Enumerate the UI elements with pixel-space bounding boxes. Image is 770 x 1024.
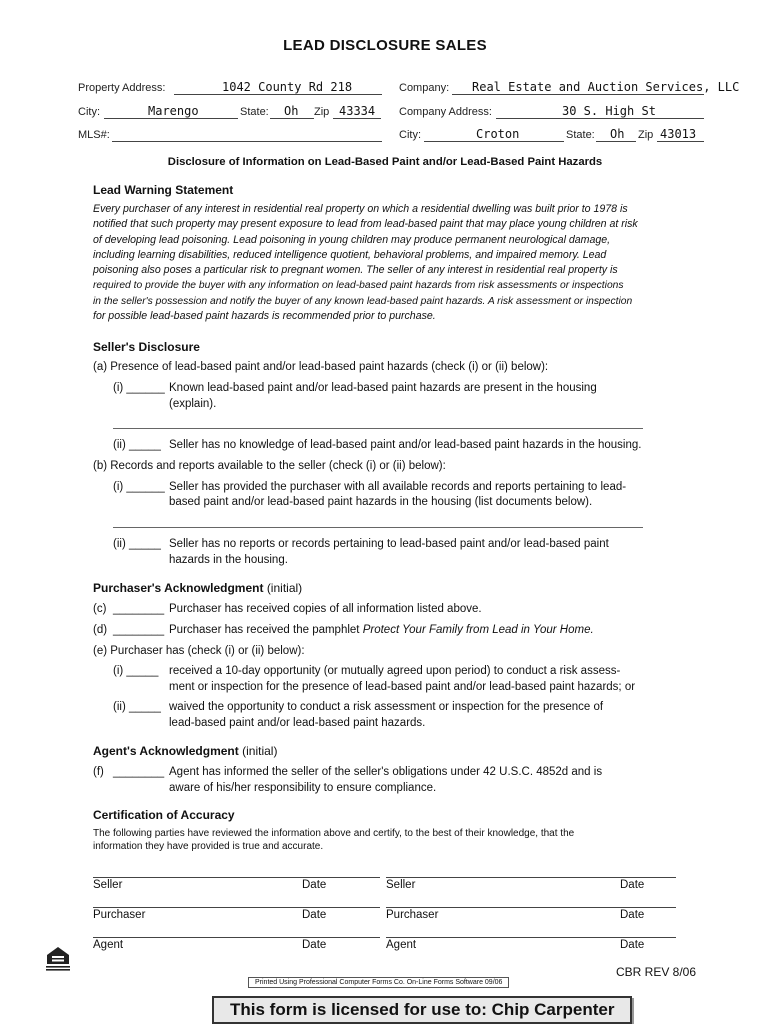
lead-warning-line: notified that such property may present exposure to lead from lead-based paint that may place young children at risk (93, 218, 638, 231)
purchaser-signature-label-2: Purchaser (386, 909, 439, 921)
certification-text-2: information they have provided is true and accurate. (93, 841, 324, 852)
purchaser-d-text (169, 622, 594, 638)
seller-signature-line-2[interactable] (386, 877, 676, 878)
agent-ack-title: Agent's Acknowledgment (93, 744, 239, 758)
lead-warning-line: including learning disabilities, reduced intelligence quotient, behavioral problems, and impaired memory. Lead (93, 248, 607, 261)
lead-warning-line: poisoning also poses a particular risk to pregnant women. The seller of any interest in residential real property is (93, 264, 618, 277)
agent-signature-label-1: Agent (93, 939, 124, 951)
city-underline (104, 118, 238, 119)
purchaser-signature-line-1[interactable] (93, 907, 380, 908)
purchaser-date-label-1: Date (302, 909, 327, 921)
agent-f-mark: (f) (93, 766, 104, 778)
seller-date-label-1: Date (302, 879, 327, 891)
seller-a-i-text-2: (explain). (169, 398, 217, 410)
lead-warning-line: in the seller's possession and notify the buyer of any known lead-based paint hazards. A risk assessment or inspection (93, 295, 633, 307)
seller-signature-label-2: Seller (386, 879, 416, 891)
agent-signature-line-1[interactable] (93, 937, 380, 938)
purchaser-signature-line-2[interactable] (386, 907, 676, 908)
seller-a-ii-text: Seller has no knowledge of lead-based paint and/or lead-based paint hazards in the housing. (169, 439, 642, 451)
company-state-label: State: (566, 129, 595, 141)
seller-disclosure-heading: Seller's Disclosure (93, 340, 200, 354)
purchaser-ack-title: Purchaser's Acknowledgment (93, 581, 264, 595)
purchaser-e-ii-text-2: lead-based paint and/or lead-based paint hazards. (169, 717, 426, 729)
purchaser-e-i-text-2: ment or inspection for the presence of lead-based paint and/or lead-based paint hazards; or (169, 681, 636, 693)
lead-warning-text (93, 202, 681, 324)
agent-signature-line-2[interactable] (386, 937, 676, 938)
company-zip-field[interactable]: 43013 (660, 127, 697, 141)
state-underline (270, 118, 314, 119)
company-state-underline (596, 141, 636, 142)
purchaser-e-ii-blank[interactable]: (ii) _____ (113, 701, 161, 713)
zip-label: Zip (314, 106, 330, 118)
purchaser-c-blank[interactable]: ________ (113, 603, 165, 615)
purchaser-signature-label-1: Purchaser (93, 909, 146, 921)
seller-b-ii-text-2: hazards in the housing. (169, 554, 288, 566)
disclosure-subtitle: Disclosure of Information on Lead-Based Paint and/or Lead-Based Paint Hazards (167, 156, 603, 168)
form-title: LEAD DISCLOSURE SALES (283, 37, 487, 54)
company-label: Company: (399, 82, 450, 94)
company-address-underline (496, 118, 704, 119)
pamphlet-title: Protect Your Family from Lead in Your Home. (362, 624, 594, 636)
printed-notice: Printed Using Professional Computer Forms Co. On-Line Forms Software 09/06 (248, 977, 509, 988)
company-state-field[interactable]: Oh (610, 127, 625, 141)
seller-signature-line-1[interactable] (93, 877, 380, 878)
company-address-field[interactable]: 30 S. High St (562, 104, 656, 118)
purchaser-d-mark: (d) (93, 624, 108, 636)
lead-warning-line: of developing lead poisoning. Lead poisoning in young children may produce permanent neurological damage, (93, 233, 611, 246)
purchaser-date-label-2: Date (620, 909, 645, 921)
certification-text-1: The following parties have reviewed the information above and certify, to the best of their knowledge, that the (93, 828, 575, 839)
city-field[interactable]: Marengo (148, 104, 199, 118)
agent-ack-heading (93, 744, 277, 758)
property-address-label: Property Address: (78, 82, 166, 94)
purchaser-ack-initial: (initial) (266, 581, 303, 595)
agent-f-text-1: Agent has informed the seller of the seller's obligations under 42 U.S.C. 4852d and is (169, 766, 603, 778)
company-underline (452, 94, 704, 95)
license-banner: This form is licensed for use to: Chip Carpenter (212, 996, 632, 1024)
seller-b-documents-line[interactable] (113, 527, 643, 528)
mls-label: MLS#: (78, 129, 110, 141)
seller-b-ii-text-1: Seller has no reports or records pertaining to lead-based paint and/or lead-based paint (169, 538, 609, 550)
purchaser-e-ii-text-1: waived the opportunity to conduct a risk assessment or inspection for the presence of (169, 701, 604, 713)
purchaser-e-i-text-1: received a 10-day opportunity (or mutually agreed upon period) to conduct a risk assess- (169, 665, 621, 677)
zip-field[interactable]: 43334 (339, 104, 376, 118)
company-zip-label: Zip (638, 129, 654, 141)
certification-heading: Certification of Accuracy (93, 808, 235, 822)
seller-item-b: (b) Records and reports available to the seller (check (i) or (ii) below): (93, 460, 446, 472)
company-field[interactable]: Real Estate and Auction Services, LLC (472, 80, 740, 94)
company-city-field[interactable]: Croton (476, 127, 520, 141)
company-city-label: City: (399, 129, 421, 141)
lead-warning-heading: Lead Warning Statement (93, 183, 234, 197)
seller-b-ii-blank[interactable]: (ii) _____ (113, 538, 161, 550)
form-revision: CBR REV 8/06 (616, 965, 697, 979)
agent-date-label-1: Date (302, 939, 327, 951)
purchaser-e-i-blank[interactable]: (i) _____ (113, 665, 159, 677)
seller-a-ii-blank[interactable]: (ii) _____ (113, 439, 161, 451)
purchaser-c-mark: (c) (93, 603, 107, 615)
agent-f-text-2: aware of his/her responsibility to ensure compliance. (169, 782, 437, 794)
seller-signature-label-1: Seller (93, 879, 123, 891)
seller-b-i-text-1: Seller has provided the purchaser with all available records and reports pertaining to lead- (169, 481, 627, 493)
seller-b-i-text-2: based paint and/or lead-based paint hazards in the housing (list documents below). (169, 496, 593, 508)
lead-warning-line: required to provide the buyer with any information on lead-based paint hazards from risk assessments or inspections (93, 280, 624, 292)
company-zip-underline (657, 141, 704, 142)
seller-item-a: (a) Presence of lead-based paint and/or lead-based paint hazards (check (i) or (ii) below): (93, 361, 549, 373)
company-city-underline (424, 141, 564, 142)
purchaser-item-e: (e) Purchaser has (check (i) or (ii) below): (93, 645, 305, 657)
purchaser-d-prefix: Purchaser has received the pamphlet (169, 624, 363, 636)
seller-date-label-2: Date (620, 879, 645, 891)
seller-a-i-text-1: Known lead-based paint and/or lead-based paint hazards are present in the housing (169, 382, 597, 394)
seller-b-i-blank[interactable]: (i) ______ (113, 481, 165, 493)
agent-ack-initial: (initial) (242, 744, 278, 758)
state-field[interactable]: Oh (284, 104, 299, 118)
lead-warning-line: Every purchaser of any interest in residential real property on which a residential dwelling was built prior to 1978 is (93, 203, 628, 215)
city-label: City: (78, 106, 100, 118)
agent-signature-label-2: Agent (386, 939, 417, 951)
purchaser-d-blank[interactable]: ________ (113, 624, 165, 636)
agent-date-label-2: Date (620, 939, 645, 951)
property-address-underline (174, 94, 382, 95)
equal-housing-icon (46, 946, 70, 977)
mls-underline (112, 141, 382, 142)
lead-warning-line: for possible lead-based paint hazards is recommended prior to purchase. (93, 310, 436, 323)
state-label: State: (240, 106, 269, 118)
seller-a-explain-line[interactable] (113, 428, 643, 429)
zip-underline (333, 118, 381, 119)
seller-a-i-blank[interactable]: (i) ______ (113, 382, 165, 394)
property-address-field[interactable]: 1042 County Rd 218 (222, 80, 353, 94)
purchaser-ack-heading (93, 581, 302, 595)
company-address-label: Company Address: (399, 106, 492, 118)
purchaser-c-text: Purchaser has received copies of all information listed above. (169, 603, 482, 615)
agent-f-blank[interactable]: ________ (113, 766, 165, 778)
